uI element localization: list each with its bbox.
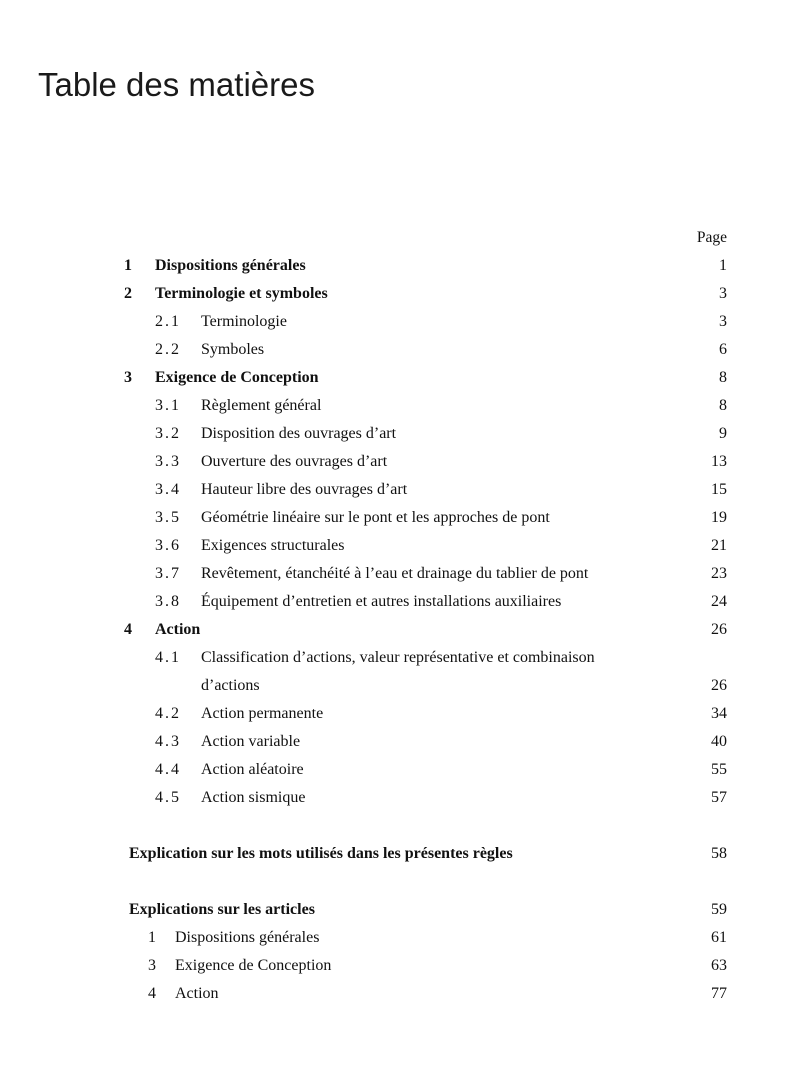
toc-entry-number: 3.1 <box>155 397 181 414</box>
toc-entry-page: 61 <box>711 929 727 946</box>
toc-entry[interactable] <box>0 336 790 364</box>
toc-entry-page: 59 <box>711 901 727 918</box>
toc-entry-title: Action <box>175 985 219 1002</box>
toc-entry-title: Règlement général <box>201 397 322 414</box>
toc-entry-number: 3.6 <box>155 537 181 554</box>
toc-entry-title: Explications sur les articles <box>129 901 315 918</box>
toc-entry[interactable] <box>0 924 790 952</box>
toc-entry[interactable] <box>0 952 790 980</box>
toc-entry[interactable] <box>0 644 790 672</box>
toc-entry-number: 4.4 <box>155 761 181 778</box>
toc-entry-number: 3 <box>148 957 156 974</box>
toc-entry[interactable] <box>0 756 790 784</box>
toc-entry-number: 3.3 <box>155 453 181 470</box>
toc-entry[interactable] <box>0 784 790 812</box>
toc-entry-page: 19 <box>711 509 727 526</box>
toc-entry-page: 77 <box>711 985 727 1002</box>
toc-entry-title: Action sismique <box>201 789 306 806</box>
toc-entry-title: Action variable <box>201 733 301 750</box>
toc-entry-page: 3 <box>719 313 727 330</box>
toc-entry[interactable] <box>0 728 790 756</box>
toc-entry-page: 40 <box>711 733 727 750</box>
toc-entry-title: Action permanente <box>201 705 324 722</box>
toc-entry[interactable] <box>0 532 790 560</box>
toc-entry-title: Action <box>155 621 201 638</box>
toc-entry[interactable] <box>0 700 790 728</box>
toc-entry-page: 63 <box>711 957 727 974</box>
toc-entry-page: 13 <box>711 453 727 470</box>
toc-entry-number: 4 <box>148 985 156 1002</box>
toc-entry[interactable] <box>0 588 790 616</box>
toc-entry[interactable] <box>0 840 790 868</box>
toc-entry[interactable] <box>0 364 790 392</box>
toc-entry[interactable] <box>0 448 790 476</box>
toc-entry-page: 8 <box>719 397 727 414</box>
toc-entry-page: 26 <box>711 677 727 694</box>
toc-entry-number: 2.2 <box>155 341 181 358</box>
toc-entry-number: 4.1 <box>155 649 181 666</box>
toc-entry-title: Revêtement, étanchéité à l’eau et drainage du tablier de pont <box>201 565 589 582</box>
toc-entry-title: Exigence de Conception <box>155 369 319 386</box>
toc-entry-number: 1 <box>148 929 156 946</box>
toc-entry-page: 24 <box>711 593 727 610</box>
toc-entry-title: Explication sur les mots utilisés dans les présentes règles <box>129 845 513 862</box>
toc-entry-number: 3.2 <box>155 425 181 442</box>
toc-entry-page: 15 <box>711 481 727 498</box>
toc-entry-title: Exigence de Conception <box>175 957 332 974</box>
toc-entry[interactable] <box>0 616 790 644</box>
toc-entry[interactable] <box>0 672 790 700</box>
toc-entry-title: Terminologie <box>201 313 287 330</box>
toc-entry[interactable] <box>0 504 790 532</box>
toc-entry-title: d’actions <box>201 677 260 694</box>
toc-entry-number: 4.5 <box>155 789 181 806</box>
page-column-label: Page <box>696 229 727 246</box>
toc-entry-page: 26 <box>711 621 727 638</box>
toc-entry[interactable] <box>0 560 790 588</box>
toc-entry-page: 55 <box>711 761 727 778</box>
toc-entry-number: 3.4 <box>155 481 181 498</box>
toc-entry-title: Terminologie et symboles <box>155 285 328 302</box>
toc-entry[interactable] <box>0 280 790 308</box>
toc-articles-section <box>0 896 790 1008</box>
toc-entry[interactable] <box>0 980 790 1008</box>
toc-entry-title: Géométrie linéaire sur le pont et les approches de pont <box>201 509 550 526</box>
toc-entry-number: 4.2 <box>155 705 181 722</box>
toc-entry-page: 57 <box>711 789 727 806</box>
toc-entry-title: Hauteur libre des ouvrages d’art <box>201 481 408 498</box>
toc-entry-title: Équipement d’entretien et autres installations auxiliaires <box>201 593 562 610</box>
toc-entry-page: 34 <box>711 705 727 722</box>
page-title: Table des matières <box>38 66 315 103</box>
toc-entry-page: 21 <box>711 537 727 554</box>
toc-entry-page: 1 <box>719 257 727 274</box>
toc-entry-page: 58 <box>711 845 727 862</box>
toc-entry[interactable] <box>0 252 790 280</box>
toc-entry-number: 4 <box>124 621 132 638</box>
toc-entry[interactable] <box>0 392 790 420</box>
toc-entry-title: Exigences structurales <box>201 537 345 554</box>
toc-entry[interactable] <box>0 476 790 504</box>
toc-entry-page: 8 <box>719 369 727 386</box>
toc-entry-number: 2 <box>124 285 132 302</box>
toc-entry-number: 4.3 <box>155 733 181 750</box>
toc-entry-number: 3 <box>124 369 132 386</box>
toc-entry[interactable] <box>0 420 790 448</box>
toc-entry-number: 3.7 <box>155 565 181 582</box>
toc-entry-page: 3 <box>719 285 727 302</box>
toc-main-section <box>0 252 790 812</box>
toc-entry-page: 9 <box>719 425 727 442</box>
toc-entry-page: 23 <box>711 565 727 582</box>
toc-entry-title: Action aléatoire <box>201 761 304 778</box>
toc-entry-title: Disposition des ouvrages d’art <box>201 425 397 442</box>
toc-entry-title: Dispositions générales <box>155 257 306 274</box>
toc-entry-title: Dispositions générales <box>175 929 320 946</box>
toc-entry[interactable] <box>0 896 790 924</box>
toc-entry-title: Symboles <box>201 341 265 358</box>
toc-entry-number: 3.5 <box>155 509 181 526</box>
toc-entry[interactable] <box>0 308 790 336</box>
toc-words-section <box>0 840 790 868</box>
toc-entry-title: Classification d’actions, valeur représentative et combinaison <box>201 649 595 666</box>
toc-entry-page: 6 <box>719 341 727 358</box>
toc-entry-number: 1 <box>124 257 132 274</box>
toc-entry-title: Ouverture des ouvrages d’art <box>201 453 388 470</box>
toc-entry-number: 2.1 <box>155 313 181 330</box>
toc-entry-number: 3.8 <box>155 593 181 610</box>
